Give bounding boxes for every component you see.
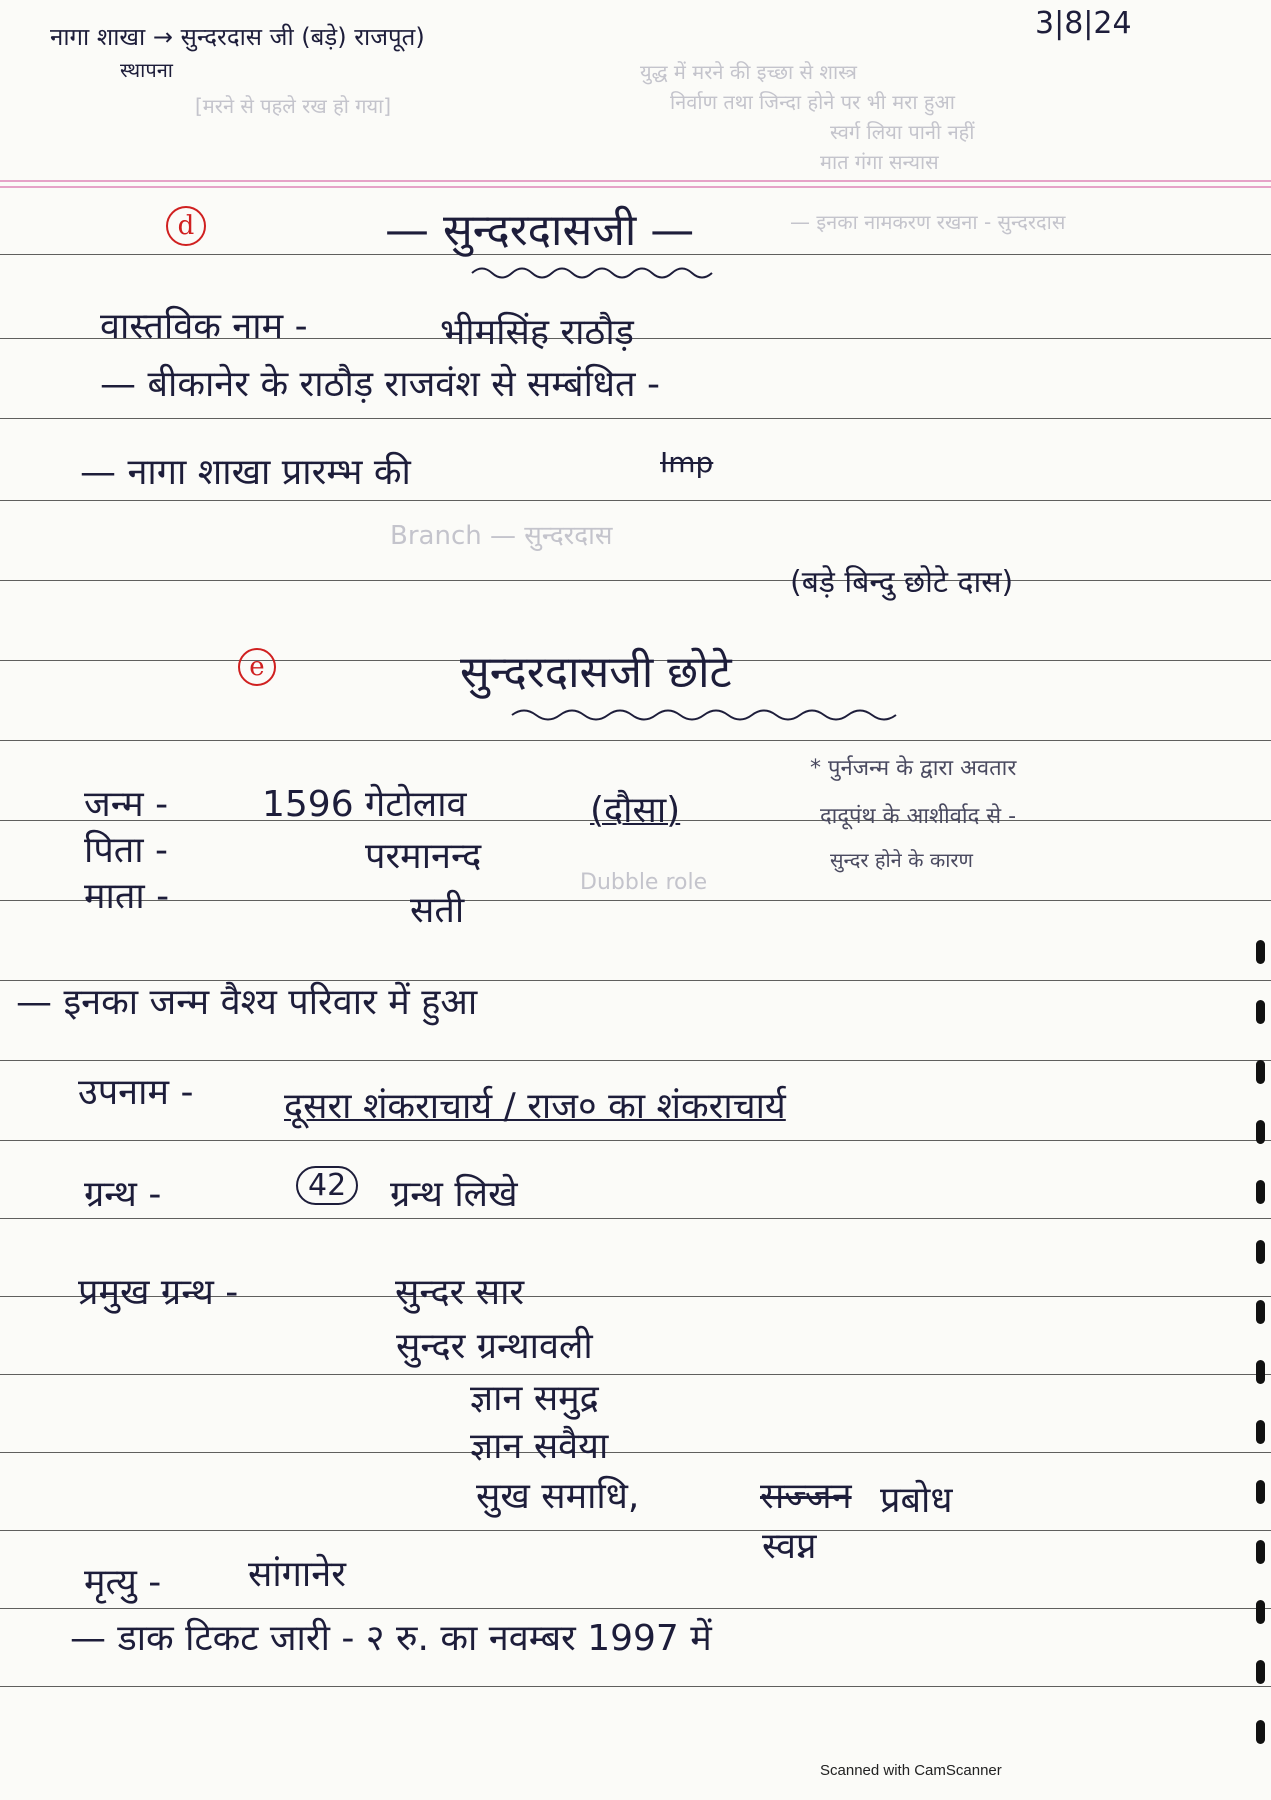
binder-hole	[1256, 1660, 1265, 1684]
main-works-label: प्रमुख ग्रन्थ -	[78, 1272, 239, 1313]
header-left-sub: स्थापना	[120, 58, 173, 82]
binder-hole	[1256, 1300, 1265, 1324]
binder-hole	[1256, 1600, 1265, 1624]
ruled-line	[0, 500, 1271, 501]
top-margin-line	[0, 180, 1271, 182]
header-right-faint-3: स्वर्ग लिया पानी नहीं	[830, 120, 975, 144]
father-value: परमानन्द	[365, 836, 482, 877]
header-right-faint-2: निर्वाण तथा जिन्दा होने पर भी मरा हुआ	[670, 90, 955, 114]
work-item: प्रबोध	[880, 1480, 953, 1521]
side-note-3: सुन्दर होने के कारण	[830, 848, 974, 872]
binder-hole	[1256, 1000, 1265, 1024]
binder-hole	[1256, 1240, 1265, 1264]
mother-value: सती	[410, 890, 465, 931]
faint-double-role: Dubble role	[580, 870, 708, 895]
header-left-text: नागा शाखा → सुन्दरदास जी (बड़े) राजपूत)	[50, 23, 425, 51]
section-e-title: सुन्दरदासजी छोटे	[460, 647, 732, 698]
scanner-watermark: Scanned with CamScanner	[820, 1762, 1002, 1779]
binder-hole	[1256, 1360, 1265, 1384]
page-date: 3|8|24	[1035, 6, 1132, 41]
lineage-line: — बीकानेर के राठौड़ राजवंश से सम्बंधित -	[100, 364, 661, 405]
real-name-value: भीमसिंह राठौड़	[440, 312, 634, 353]
postal-stamp-line: — डाक टिकट जारी - २ रु. का नवम्बर 1997 में	[70, 1618, 712, 1659]
alias-label: उपनाम -	[78, 1072, 194, 1113]
death-label: मृत्यु -	[84, 1562, 162, 1603]
binder-hole	[1256, 1120, 1265, 1144]
ruled-line	[0, 418, 1271, 419]
binder-hole	[1256, 1480, 1265, 1504]
header-right-faint-1: युद्ध में मरने की इच्छा से शास्त्र	[640, 60, 857, 84]
birth-place: (दौसा)	[590, 790, 681, 831]
granth-label: ग्रन्थ -	[84, 1174, 162, 1215]
ruled-line	[0, 1608, 1271, 1609]
mother-label: माता -	[84, 876, 170, 917]
naga-line: — नागा शाखा प्रारम्भ की	[80, 452, 411, 493]
binder-hole	[1256, 1180, 1265, 1204]
ruled-line	[0, 900, 1271, 901]
ruled-line	[0, 1060, 1271, 1061]
ruled-line	[0, 1530, 1271, 1531]
header-left-faint: [मरने से पहले रख हो गया]	[195, 94, 392, 118]
section-marker-e: e	[238, 648, 276, 686]
granth-value: ग्रन्थ लिखे	[390, 1174, 518, 1215]
vaishya-line: — इनका जन्म वैश्य परिवार में हुआ	[16, 982, 478, 1023]
real-name-label: वास्तविक नाम -	[100, 306, 308, 347]
birth-label: जन्म -	[84, 784, 169, 825]
bade-note: (बड़े बिन्दु छोटे दास)	[790, 565, 1014, 600]
title-squiggle-e	[510, 704, 910, 726]
work-item: सुन्दर सार	[395, 1272, 525, 1313]
ruled-line	[0, 1140, 1271, 1141]
imp-note: Imp	[660, 446, 714, 479]
section-marker-d: d	[166, 206, 206, 246]
work-item: स्वप्न	[762, 1526, 817, 1567]
work-item: ज्ञान सवैया	[470, 1426, 609, 1467]
ruled-line	[0, 1374, 1271, 1375]
section-d-title: — सुन्दरदासजी —	[385, 205, 695, 256]
father-label: पिता -	[84, 830, 169, 871]
ruled-line	[0, 1686, 1271, 1687]
work-item: ज्ञान समुद्र	[470, 1378, 599, 1419]
binder-hole	[1256, 1420, 1265, 1444]
work-item-struck: सज्जन	[760, 1476, 852, 1517]
ruled-line	[0, 740, 1271, 741]
binder-hole	[1256, 1540, 1265, 1564]
ruled-line	[0, 1452, 1271, 1453]
side-note-2: दादूपंथ के आशीर्वाद से -	[820, 804, 1017, 829]
birth-value: 1596 गेटोलाव	[262, 784, 467, 825]
ruled-line	[0, 580, 1271, 581]
header-right-faint-5: — इनका नामकरण रखना - सुन्दरदास	[790, 210, 1066, 234]
binder-hole	[1256, 940, 1265, 964]
granth-count: 42	[296, 1166, 358, 1205]
side-note-1: * पुर्नजन्म के द्वारा अवतार	[810, 756, 1017, 781]
ruled-line	[0, 1218, 1271, 1219]
work-item: सुन्दर ग्रन्थावली	[396, 1326, 593, 1367]
binder-hole	[1256, 1720, 1265, 1744]
work-item: सुख समाधि,	[476, 1476, 640, 1517]
alias-value: दूसरा शंकराचार्य / राज० का शंकराचार्य	[284, 1086, 786, 1127]
top-margin-line	[0, 186, 1271, 188]
faint-branch-note: Branch — सुन्दरदास	[390, 521, 613, 551]
death-value: सांगानेर	[248, 1554, 346, 1595]
header-right-faint-4: मात गंगा सन्यास	[820, 150, 939, 174]
binder-hole	[1256, 1060, 1265, 1084]
title-squiggle-d	[470, 262, 720, 284]
